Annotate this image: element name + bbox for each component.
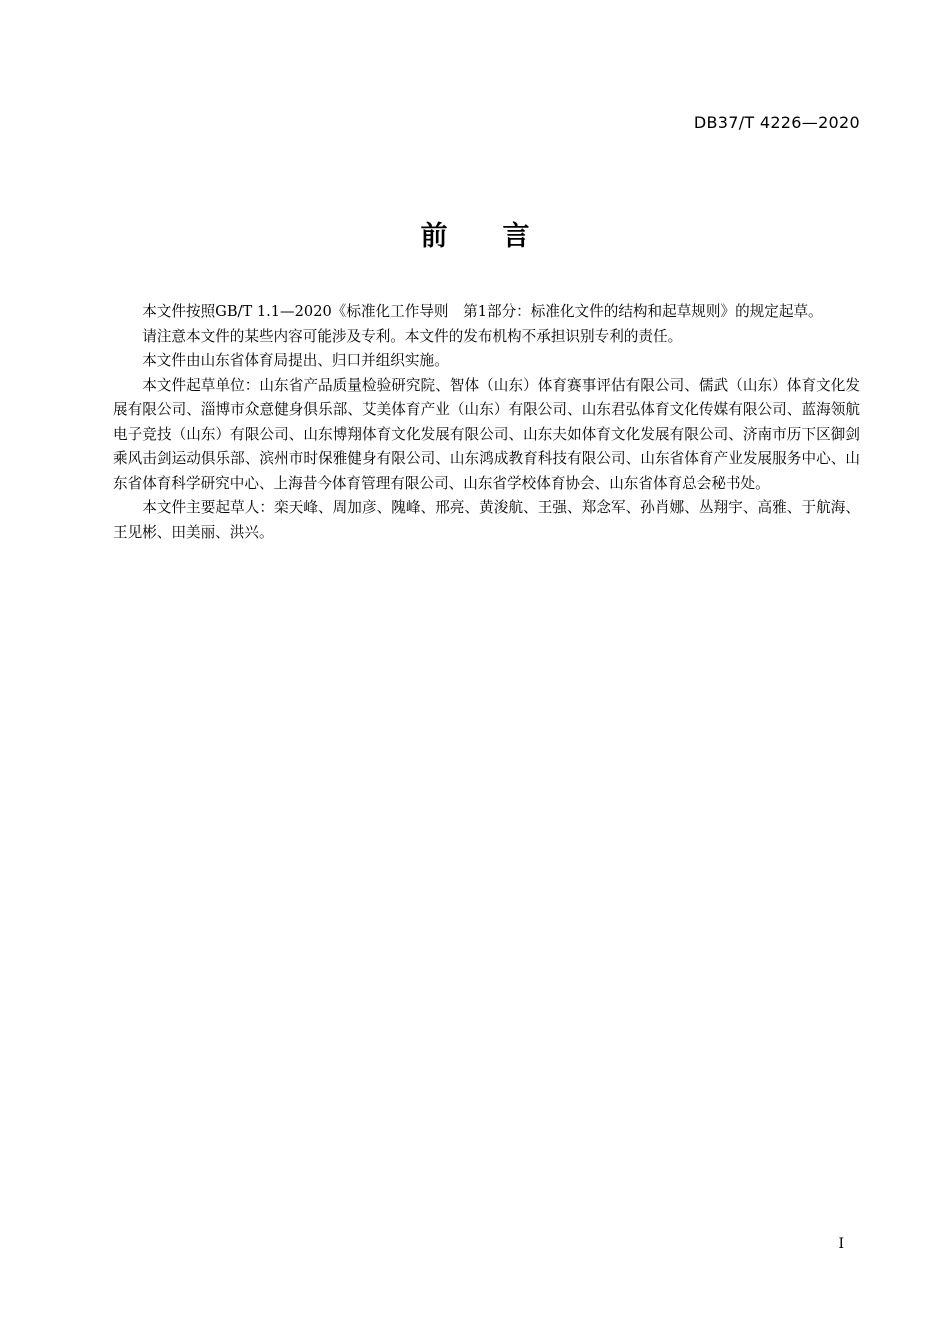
paragraph-patent-notice: 请注意本文件的某些内容可能涉及专利。本文件的发布机构不承担识别专利的责任。 (142, 327, 683, 345)
paragraph-proposer: 本文件由山东省体育局提出、归口并组织实施。 (142, 352, 449, 369)
document-code: DB37/T 4226—2020 (693, 113, 860, 132)
page-number: I (838, 1236, 844, 1252)
section-title: 前言 (420, 221, 585, 252)
paragraph-drafters: 本文件主要起草人：栾天峰、周加彦、隗峰、邢亮、黄浚航、王强、郑念军、孙肖娜、丛翔宇、高雅、于航海、王见彬、田美丽、洪兴。 (113, 499, 860, 541)
paragraph-drafting-rule: 本文件按照GB/T 1.1—2020《标准化工作导则 第1部分：标准化文件的结构和起草规则》的规定起草。 (142, 303, 823, 320)
paragraph-drafting-units: 本文件起草单位：山东省产品质量检验研究院、智体（山东）体育赛事评估有限公司、儒武（山东）体育文化发展有限公司、淄博市众意健身俱乐部、艾美体育产业（山东）有限公司、山东君弘体育文化传媒有限公司、蓝海领航电子竞技（山东）有限公司、山东博翔体育文化发展有限公司、山东夫如体育文化发展有限公司、济南市历下区御剑乘风击剑运动俱乐部、滨州市时保雅健身有限公司、山东鸿成教育科技有限公司、山东省体育产业发展服务中心、山东省体育科学研究中心、上海昔今体育管理有限公司、山东省学校体育协会、山东省体育总会秘书处。 (113, 376, 860, 492)
foreword-body (113, 300, 860, 545)
